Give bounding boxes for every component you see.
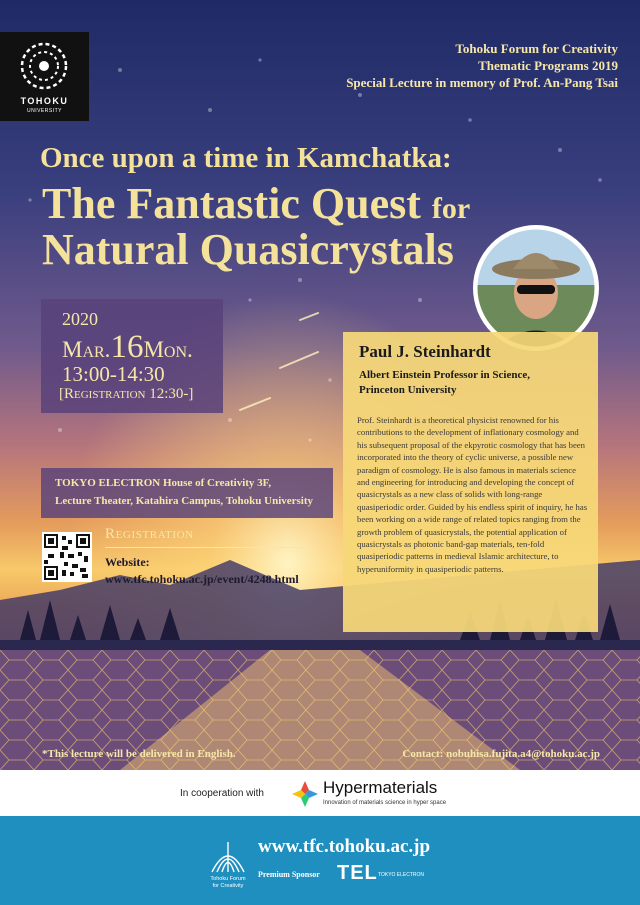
tfc-website-link[interactable]: www.tfc.tohoku.ac.jp: [258, 836, 431, 857]
date-panel: [41, 299, 223, 413]
program-header: [346, 40, 618, 91]
sponsor-subname: TOKYO ELECTRON: [378, 872, 425, 878]
registration-title: Registration: [105, 526, 194, 542]
registration-website: [105, 554, 299, 588]
contact-email[interactable]: Contact: nobuhisa.fujita.a4@tohoku.ac.jp: [402, 748, 600, 760]
tfc-name-line-2: for Creativity: [212, 883, 244, 889]
venue-line-2: Lecture Theater, Katahira Campus, Tohoku University: [55, 495, 314, 507]
tfc-name-line-1: Tohoku Forum: [210, 876, 246, 882]
title-line-3: Natural Quasicrystals: [42, 225, 454, 274]
venue-line-1: TOKYO ELECTRON House of Creativity 3F,: [55, 477, 272, 489]
cooperation-bar: [0, 770, 640, 816]
wreath-emblem-icon: [16, 38, 72, 94]
partner-name: Hypermaterials: [323, 778, 438, 797]
speaker-role-line-2: Princeton University: [359, 384, 457, 396]
premium-sponsor-label: Premium Sponsor: [258, 870, 320, 879]
cooperation-label: In cooperation with: [180, 788, 264, 799]
speaker-role-line-1: Albert Einstein Professor in Science,: [359, 369, 530, 381]
logo-name: TOHOKU: [20, 96, 69, 106]
tohoku-university-logo: [0, 32, 89, 121]
speaker-name: Paul J. Steinhardt: [359, 342, 491, 361]
bottom-bar: [0, 816, 640, 905]
program-name: Thematic Programs 2019: [478, 58, 618, 73]
registration-time: [Registration 12:30-]: [59, 386, 194, 402]
special-lecture-note: Special Lecture in memory of Prof. An-Pang Tsai: [346, 75, 618, 90]
language-note: *This lecture will be delivered in English.: [42, 748, 236, 760]
website-label: Website:: [105, 555, 150, 569]
event-weekday: Mon.: [143, 337, 193, 362]
title-main: The Fantastic Quest: [42, 179, 421, 228]
logo-subname: UNIVERSITY: [26, 108, 62, 114]
qr-code-icon[interactable]: [42, 532, 92, 582]
venue-panel: [41, 468, 333, 518]
event-date: [62, 329, 193, 366]
event-time: 13:00-14:30: [62, 362, 165, 386]
sponsor-logo: TEL: [337, 862, 378, 884]
speaker-panel: [343, 332, 598, 632]
title-line-1: Once upon a time in Kamchatka:: [40, 142, 452, 174]
partner-tagline: Innovation of materials science in hyper space: [323, 800, 447, 806]
tfc-logo-icon: [208, 838, 248, 874]
hypermaterials-logo-icon: [291, 780, 319, 808]
registration-divider: [105, 547, 315, 548]
event-month: Mar.: [62, 337, 111, 362]
tfc-name: [196, 876, 260, 890]
event-day: 16: [110, 329, 144, 365]
event-year: 2020: [62, 309, 98, 329]
org-name: Tohoku Forum for Creativity: [455, 41, 618, 56]
speaker-bio: Prof. Steinhardt is a theoretical physicist renowned for his contributions to the development of inflationary cosmology and his subsequent proposal of the ekpyrotic cosmology that has been incorporated into the theory of cyclic universe, a possible new paradigm of cosmology. He is also famous in materials science and engineering for introducing and developing the concept of quasicrystals as a new class of solids with long-range quasiperiodic order. Guided by his endless spirit of inquiry, he has been working on a wide range of related topics ranging from the growth problem of quasicrystals, the potential application of quasicrystals as photonic band-gap materials, ten-fold quasiperiodic patterns in medieval Islamic architecture, to hyperuniformity in quasiperiodic patterns.: [357, 415, 588, 574]
website-link[interactable]: www.tfc.tohoku.ac.jp/event/4248.html: [105, 572, 299, 586]
speaker-role: [359, 368, 530, 398]
title-for: for: [431, 192, 471, 225]
